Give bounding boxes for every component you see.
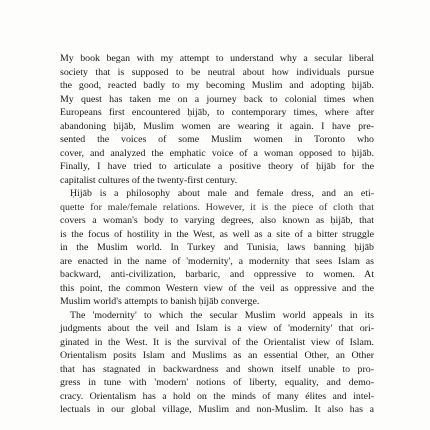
text-line: Europeans first encountered ḥijāb, to contemporary times, where after: [60, 107, 374, 118]
text-line: Muslim world's attempts to banish ḥijāb converge.: [60, 296, 260, 307]
text-line: in the Muslim world. In Turkey and Tunisia, laws banning ḥijāb: [60, 242, 374, 253]
text-line: quette for male/female relations. However, it is the piece of cloth that: [60, 201, 374, 213]
text-line: ginated in the West. It is the survival of the Orientalist view of Islam.: [60, 336, 374, 348]
paragraph-3: [60, 309, 374, 417]
body-text: [60, 52, 374, 417]
text-line: abandoning ḥijāb, Muslim women are wearing it again. I have pre-: [60, 120, 374, 132]
text-line: Orientalism posits Islam and Muslims as an essential Other, an Other: [60, 350, 374, 361]
text-line: covers a woman's body to varying degrees, also known as ḥijāb, that: [60, 215, 374, 226]
text-line: Ḥijāb is a philosophy about male and female dress, and an eti-: [70, 188, 374, 199]
text-line: sented the voices of some Muslim women in Toronto who: [60, 134, 374, 145]
text-line: capitalist cultures of the twenty-first century.: [60, 174, 238, 186]
text-line: lectuals in our global village, Muslim and non-Muslim. It also has a: [60, 404, 374, 415]
text-line: this point, the common Western view of the veil as oppressive and the: [60, 282, 374, 294]
text-line: society that is supposed to be neutral about how individuals pursue: [60, 66, 374, 78]
paragraph-2: [60, 187, 374, 309]
text-line: judgments about the veil and Islam is a view of 'modernity' that ori-: [60, 323, 374, 334]
text-line: are enacted in the name of 'modernity', a modernity that sees Islam as: [60, 255, 374, 267]
text-line: My quest has taken me on a journey back to colonial times when: [60, 93, 374, 105]
text-line: cracy. Orientalism has a hold on the minds of many élites and intel-: [60, 390, 374, 402]
text-line: backward, anti-civilization, barbaric, and oppressive to women. At: [60, 269, 374, 280]
text-line: that has stagnated in backwardness and shown itself unable to pro-: [60, 363, 374, 375]
text-line: the good, reacted badly to my becoming Muslim and adopting ḥijāb.: [60, 80, 374, 91]
text-line: is the focus of hostility in the West, as well as a site of a bitter struggle: [60, 228, 374, 240]
paragraph-1: [60, 52, 374, 187]
text-line: The 'modernity' to which the secular Muslim world appeals in its: [70, 309, 374, 321]
text-line: My book began with my attempt to understand why a secular liberal: [60, 53, 374, 64]
text-line: cover, and analyzed the emphatic voice of a woman opposed to ḥijāb.: [60, 147, 374, 159]
text-line: Finally, I have tried to articulate a positive theory of ḥijāb for the: [60, 161, 374, 172]
text-line: gress in tune with 'modern' notions of liberty, equality, and demo-: [60, 377, 374, 388]
